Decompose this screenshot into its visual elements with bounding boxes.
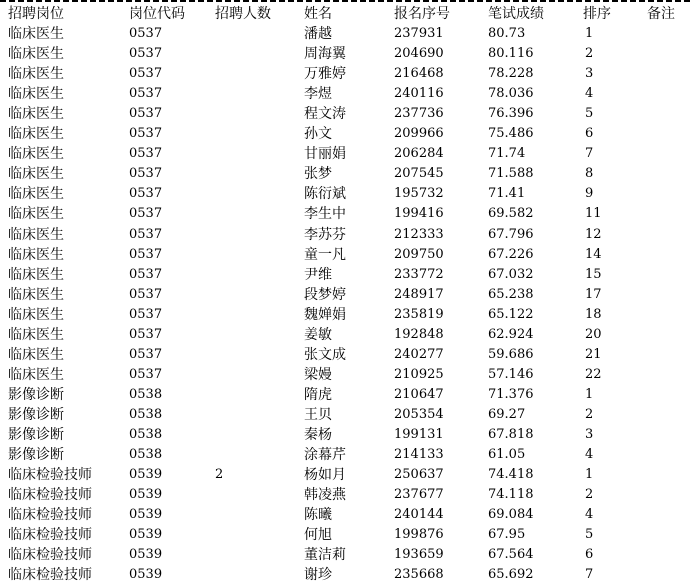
cell-position: 临床医生 [8,126,64,142]
cell-rank: 18 [585,307,602,322]
table-row [0,385,691,405]
cell-score: 69.084 [488,507,534,522]
header-count: 招聘人数 [215,6,271,22]
cell-reg-no: 240116 [394,86,444,101]
cell-name: 周海翼 [304,46,346,62]
cell-name: 董洁莉 [304,547,346,563]
table-row [0,164,691,184]
table-row [0,325,691,345]
cell-reg-no: 214133 [394,447,444,462]
table-row [0,365,691,385]
cell-rank: 2 [585,487,594,502]
table-row [0,245,691,265]
cell-score: 71.588 [488,166,534,181]
cell-name: 陈衍斌 [304,186,346,202]
cell-rank: 15 [585,267,602,282]
cell-score: 65.692 [488,567,534,582]
cell-name: 段梦婷 [304,287,346,303]
cell-position: 临床医生 [8,247,64,263]
cell-position: 临床检验技师 [8,527,92,543]
cell-name: 童一凡 [304,247,346,263]
header-note: 备注 [647,6,675,22]
cell-rank: 4 [585,447,594,462]
table-row [0,525,691,545]
cell-position: 临床医生 [8,66,64,82]
cell-position: 影像诊断 [8,427,64,443]
cell-reg-no: 193659 [394,547,444,562]
cell-rank: 3 [585,66,594,81]
cell-name: 梁嫚 [304,367,332,383]
header-score: 笔试成绩 [488,6,544,22]
cell-code: 0538 [129,447,163,462]
cell-rank: 8 [585,166,594,181]
cell-reg-no: 209966 [394,126,444,141]
cell-reg-no: 237931 [394,26,444,41]
cell-score: 67.564 [488,547,534,562]
cell-name: 陈曦 [304,507,332,523]
cell-score: 75.486 [488,126,534,141]
cell-code: 0537 [129,166,163,181]
cell-rank: 2 [585,407,594,422]
table-row [0,44,691,64]
cell-score: 80.73 [488,26,526,41]
cell-score: 74.118 [488,487,534,502]
cell-name: 何旭 [304,527,332,543]
cell-score: 71.376 [488,387,534,402]
cell-name: 张文成 [304,347,346,363]
cell-reg-no: 237736 [394,106,444,121]
cell-code: 0537 [129,327,163,342]
cell-score: 74.418 [488,467,534,482]
cell-position: 临床医生 [8,347,64,363]
cell-code: 0537 [129,106,163,121]
cell-position: 临床检验技师 [8,547,92,563]
cell-code: 0538 [129,407,163,422]
cell-rank: 4 [585,86,594,101]
cell-reg-no: 192848 [394,327,444,342]
cell-reg-no: 237677 [394,487,444,502]
cell-code: 0539 [129,567,163,582]
cell-position: 临床医生 [8,287,64,303]
cell-reg-no: 248917 [394,287,444,302]
cell-position: 临床检验技师 [8,467,92,483]
cell-rank: 2 [585,46,594,61]
table-row [0,285,691,305]
cell-name: 孙文 [304,126,332,142]
table-row [0,225,691,245]
cell-reg-no: 233772 [394,267,444,282]
table-row [0,305,691,325]
cell-code: 0539 [129,507,163,522]
cell-reg-no: 207545 [394,166,444,181]
cell-position: 临床医生 [8,206,64,222]
cell-rank: 4 [585,507,594,522]
cell-score: 61.05 [488,447,526,462]
cell-reg-no: 216468 [394,66,444,81]
cell-code: 0539 [129,547,163,562]
cell-reg-no: 235819 [394,307,444,322]
cell-score: 67.95 [488,527,526,542]
cell-position: 临床医生 [8,26,64,42]
cell-position: 临床医生 [8,46,64,62]
cell-code: 0537 [129,247,163,262]
table-row [0,485,691,505]
cell-code: 0537 [129,206,163,221]
cell-name: 程文涛 [304,106,346,122]
cell-reg-no: 210925 [394,367,444,382]
cell-name: 李煜 [304,86,332,102]
cell-name: 涂幕芹 [304,447,346,463]
cell-reg-no: 250637 [394,467,444,482]
cell-code: 0537 [129,267,163,282]
cell-rank: 22 [585,367,602,382]
cell-name: 王贝 [304,407,332,423]
cell-score: 65.238 [488,287,534,302]
cell-reg-no: 205354 [394,407,444,422]
cell-score: 67.818 [488,427,534,442]
cell-rank: 6 [585,547,594,562]
cell-code: 0539 [129,467,163,482]
cell-rank: 21 [585,347,602,362]
table-row [0,345,691,365]
cell-position: 影像诊断 [8,447,64,463]
cell-rank: 14 [585,247,602,262]
table-row [0,565,691,585]
cell-score: 65.122 [488,307,534,322]
cell-score: 69.27 [488,407,526,422]
cell-score: 69.582 [488,206,534,221]
cell-rank: 12 [585,227,602,242]
cell-rank: 17 [585,287,602,302]
cell-rank: 7 [585,567,594,582]
cell-position: 临床医生 [8,327,64,343]
cell-reg-no: 199131 [394,427,444,442]
header-position: 招聘岗位 [8,6,64,22]
cell-rank: 7 [585,146,594,161]
cell-reg-no: 240277 [394,347,444,362]
cell-score: 67.032 [488,267,534,282]
cell-code: 0537 [129,227,163,242]
table-row [0,144,691,164]
cell-name: 魏婵娟 [304,307,346,323]
table-row [0,104,691,124]
table-row [0,204,691,224]
cell-code: 0537 [129,186,163,201]
cell-code: 0538 [129,387,163,402]
cell-reg-no: 209750 [394,247,444,262]
table-row [0,425,691,445]
cell-code: 0537 [129,287,163,302]
table-row [0,465,691,485]
cell-name: 韩凌燕 [304,487,346,503]
cell-code: 0537 [129,347,163,362]
cell-score: 71.41 [488,186,526,201]
cell-position: 临床检验技师 [8,487,92,503]
cell-name: 李苏芬 [304,227,346,243]
cell-rank: 5 [585,527,594,542]
header-row [0,4,691,24]
cell-rank: 9 [585,186,594,201]
table-row [0,184,691,204]
cell-name: 张梦 [304,166,332,182]
cell-reg-no: 199416 [394,206,444,221]
cell-reg-no: 195732 [394,186,444,201]
cell-rank: 5 [585,106,594,121]
cell-score: 67.796 [488,227,534,242]
table-row [0,545,691,565]
cell-code: 0539 [129,487,163,502]
cell-score: 80.116 [488,46,534,61]
cell-code: 0537 [129,66,163,81]
header-code: 岗位代码 [129,6,185,22]
cell-position: 临床医生 [8,166,64,182]
cell-position: 临床医生 [8,146,64,162]
table-row [0,84,691,104]
cell-rank: 6 [585,126,594,141]
cell-name: 万雅婷 [304,66,346,82]
cell-name: 杨如月 [304,467,346,483]
cell-name: 隋虎 [304,387,332,403]
cell-rank: 20 [585,327,602,342]
cell-position: 临床医生 [8,307,64,323]
cell-code: 0539 [129,527,163,542]
cell-position: 影像诊断 [8,387,64,403]
cell-count: 2 [215,467,224,482]
cell-name: 尹维 [304,267,332,283]
cell-score: 76.396 [488,106,534,121]
cell-score: 67.226 [488,247,534,262]
cell-position: 临床医生 [8,267,64,283]
cropped-top-border [0,0,691,2]
cell-reg-no: 199876 [394,527,444,542]
table-row [0,24,691,44]
cell-score: 59.686 [488,347,534,362]
cell-name: 秦杨 [304,427,332,443]
header-rank: 排序 [583,6,611,22]
table-row [0,445,691,465]
cell-score: 62.924 [488,327,534,342]
table-row [0,265,691,285]
cell-score: 71.74 [488,146,526,161]
table-row [0,64,691,84]
cell-name: 潘越 [304,26,332,42]
cell-rank: 11 [585,206,602,221]
header-name: 姓名 [304,6,332,22]
cell-code: 0537 [129,307,163,322]
cell-rank: 1 [585,387,594,402]
cell-rank: 3 [585,427,594,442]
table-row [0,405,691,425]
cell-name: 李生中 [304,206,346,222]
cell-reg-no: 206284 [394,146,444,161]
table-row [0,505,691,525]
cell-reg-no: 210647 [394,387,444,402]
cell-position: 影像诊断 [8,407,64,423]
cell-reg-no: 235668 [394,567,444,582]
cell-score: 78.228 [488,66,534,81]
table-row [0,124,691,144]
cell-position: 临床医生 [8,106,64,122]
cell-position: 临床医生 [8,367,64,383]
cell-reg-no: 240144 [394,507,444,522]
cell-name: 甘丽娟 [304,146,346,162]
cell-code: 0537 [129,126,163,141]
header-reg-no: 报名序号 [394,6,450,22]
cell-position: 临床医生 [8,186,64,202]
cell-position: 临床检验技师 [8,567,92,583]
cell-position: 临床检验技师 [8,507,92,523]
cell-code: 0537 [129,367,163,382]
cell-name: 谢珍 [304,567,332,583]
cell-rank: 1 [585,26,594,41]
cell-name: 姜敏 [304,327,332,343]
cell-score: 78.036 [488,86,534,101]
cell-position: 临床医生 [8,227,64,243]
cell-code: 0537 [129,46,163,61]
cell-code: 0537 [129,26,163,41]
cell-reg-no: 212333 [394,227,444,242]
cell-code: 0538 [129,427,163,442]
cell-score: 57.146 [488,367,534,382]
cell-reg-no: 204690 [394,46,444,61]
cell-code: 0537 [129,146,163,161]
cell-position: 临床医生 [8,86,64,102]
cell-code: 0537 [129,86,163,101]
cell-rank: 1 [585,467,594,482]
